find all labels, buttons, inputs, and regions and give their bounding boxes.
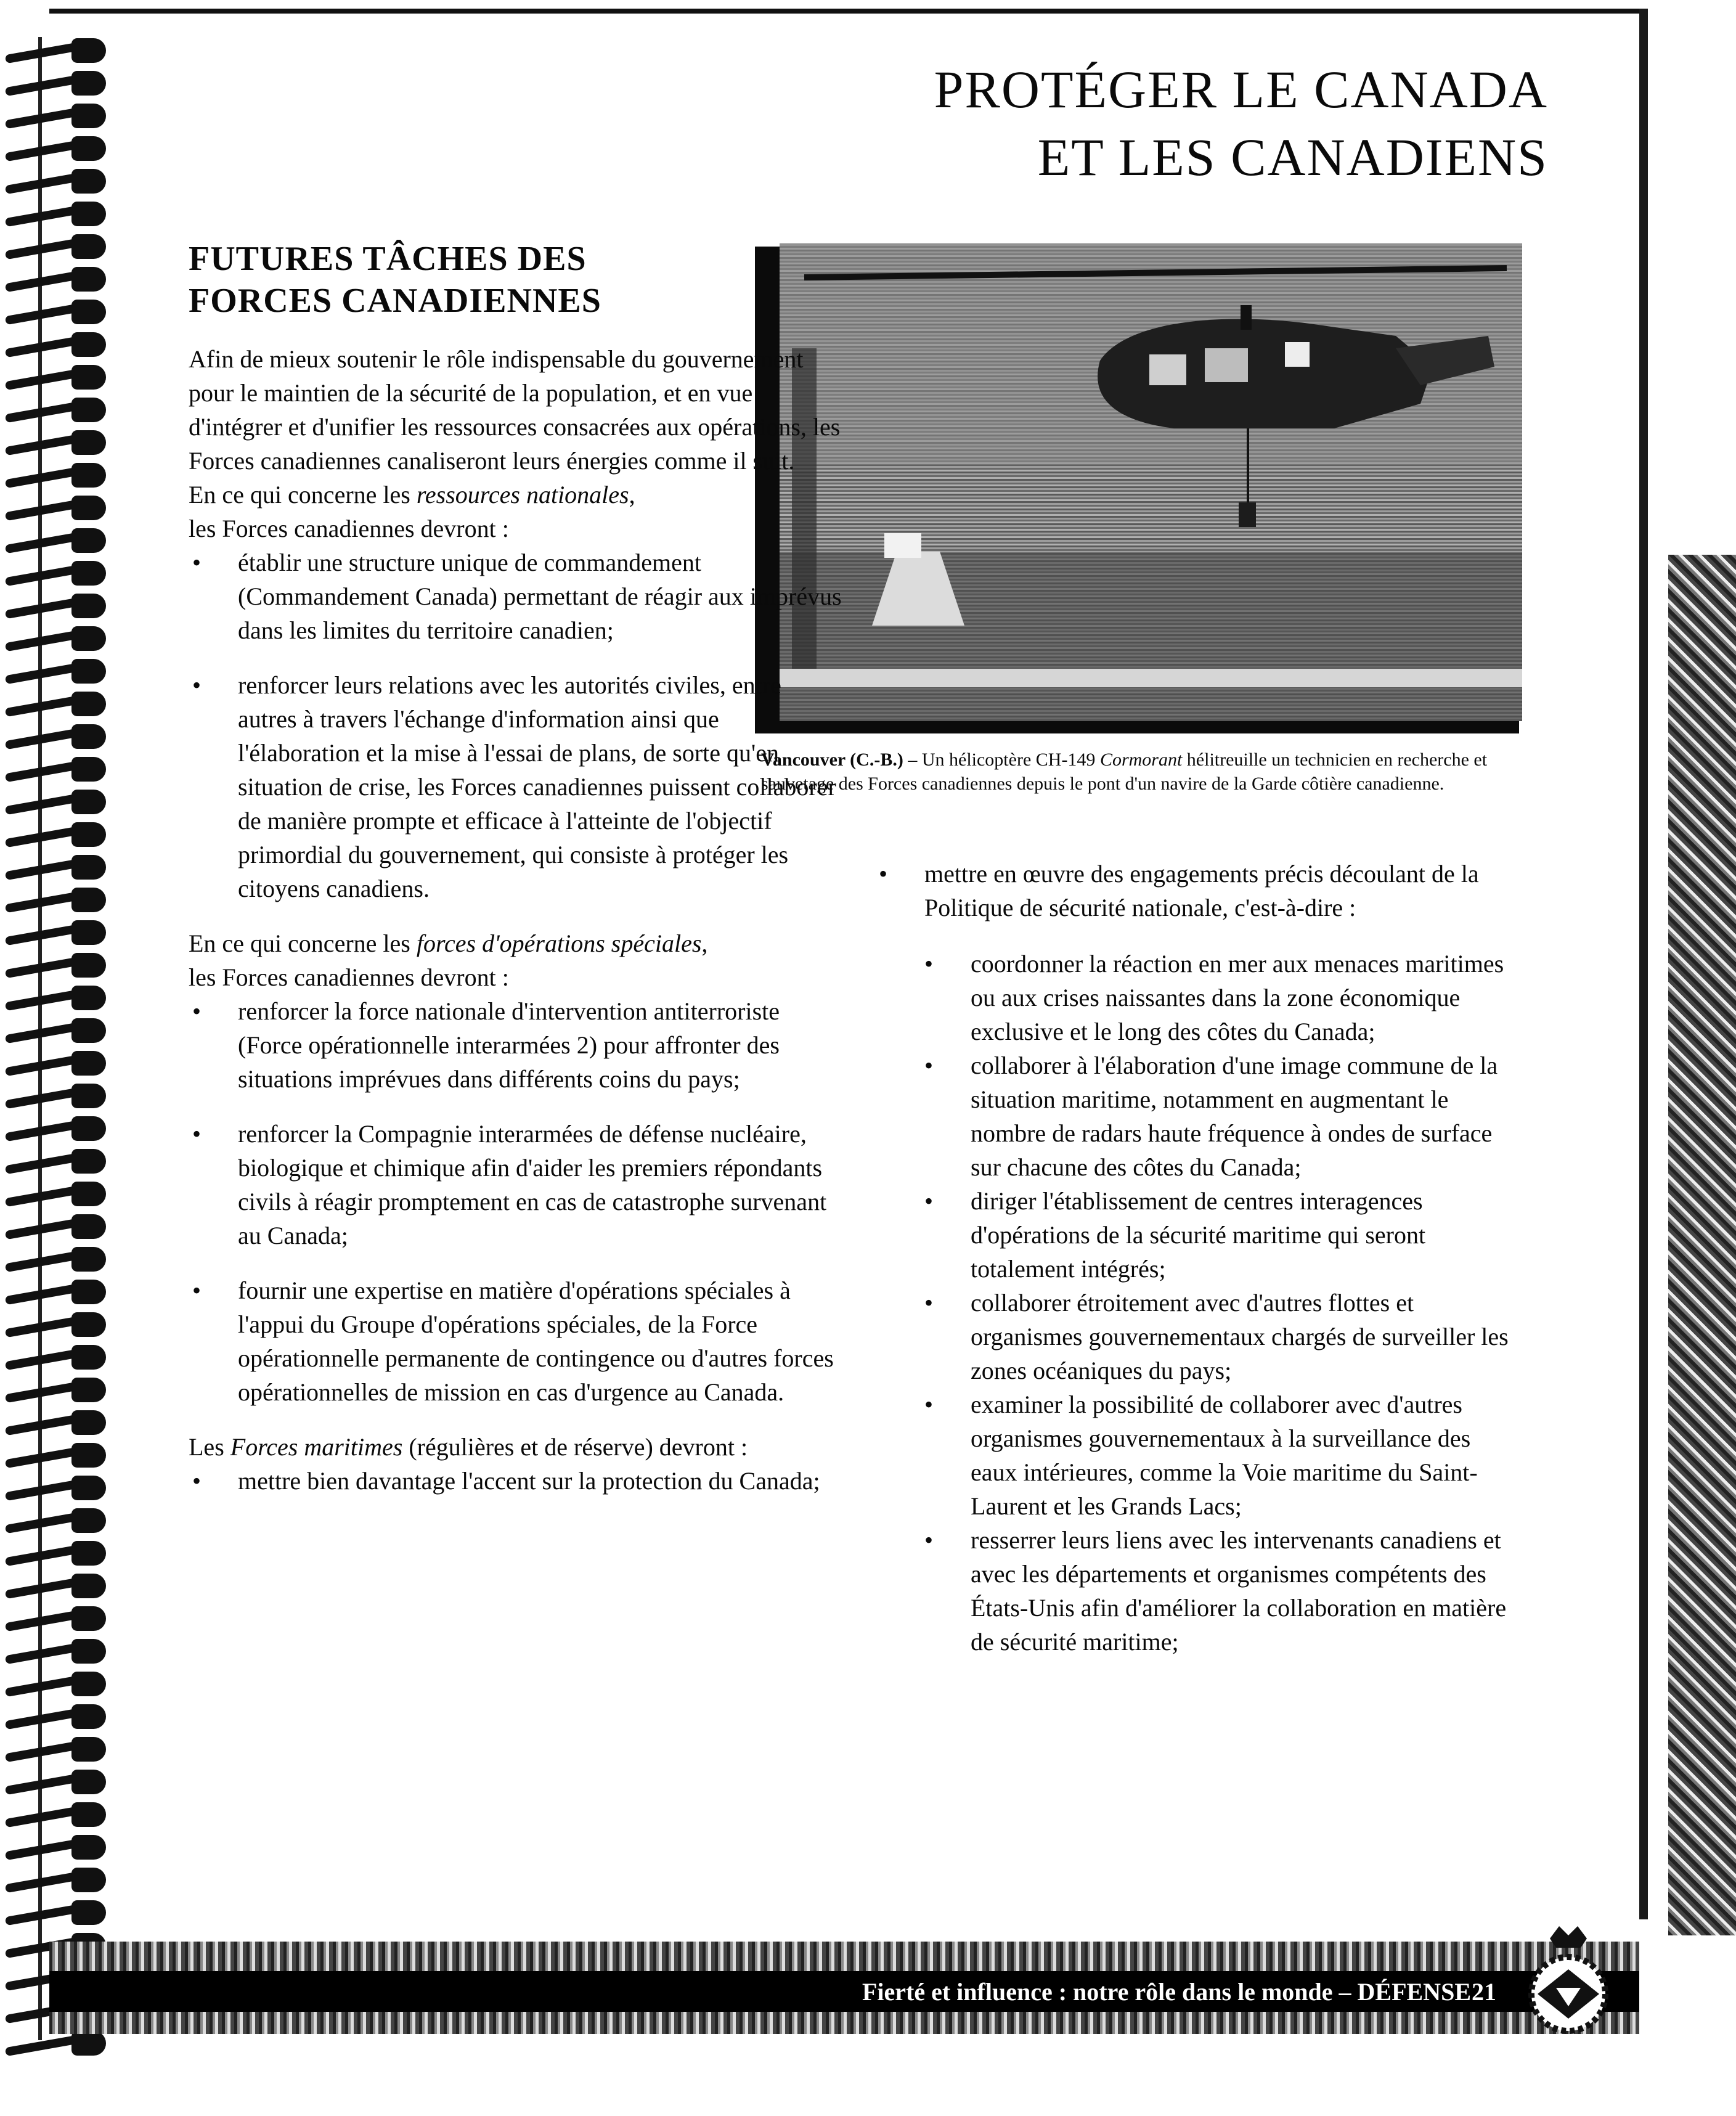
sub-list-item-text: collaborer à l'élaboration d'une image commune de la situation maritime, notamment en augmentant le nombre de radars haute fréquence à ondes de surface sur chacune des côtes du Canada;	[971, 1052, 1498, 1181]
bullet-icon: •	[924, 1187, 934, 1215]
caption-location: Vancouver (C.-B.)	[761, 750, 903, 770]
bullet-icon: •	[192, 549, 202, 576]
bullet-icon: •	[879, 860, 888, 888]
bullet-icon: •	[192, 1467, 202, 1495]
scan-noise-strip	[1668, 555, 1736, 1935]
spiral-binding	[0, 37, 123, 2071]
caption-text-2: hélitreuille un technicien en recherche et sauvetage des Forces canadiennes depuis le pont d'un navire de la Garde côtière canadienne.	[761, 750, 1488, 794]
special-ops-lead	[189, 926, 842, 994]
lead-text: Les	[189, 1433, 230, 1461]
list-item	[875, 857, 1522, 925]
spiral-coil	[0, 266, 111, 294]
spiral-coil	[0, 1148, 111, 1176]
spiral-coil	[0, 200, 111, 229]
bullet-icon: •	[924, 1052, 934, 1079]
spiral-coil	[0, 1442, 111, 1470]
caption-text-1: – Un hélicoptère CH-149	[903, 750, 1100, 770]
helicopter-photo	[780, 243, 1522, 721]
left-column	[189, 342, 842, 1519]
sub-list-item	[875, 1387, 1522, 1523]
spiral-coil	[0, 364, 111, 392]
spiral-coil	[0, 952, 111, 980]
sub-list-item-text: collaborer étroitement avec d'autres flottes et organismes gouvernementaux chargés de surveiller les zones océaniques du pays;	[971, 1289, 1509, 1384]
sub-list-item	[875, 1048, 1522, 1184]
spiral-coil	[0, 788, 111, 817]
top-border	[49, 9, 1639, 14]
spiral-coil	[0, 429, 111, 457]
spiral-coil	[0, 1474, 111, 1503]
sub-list-item	[875, 1523, 1522, 1659]
lead-text: En ce qui concerne les	[189, 929, 417, 957]
spiral-coil	[0, 625, 111, 653]
spiral-coil	[0, 1507, 111, 1535]
spiral-coil	[0, 886, 111, 915]
spiral-coil	[0, 1638, 111, 1666]
lead-emphasis: ressources nationales	[416, 481, 629, 509]
spiral-coil	[0, 1180, 111, 1209]
spiral-coil	[0, 1670, 111, 1699]
page-title	[934, 55, 1548, 191]
spiral-coil	[0, 331, 111, 359]
lead-line-2: les Forces canadiennes devront :	[189, 515, 509, 542]
list-item-text: renforcer la Compagnie interarmées de défense nucléaire, biologique et chimique afin d'aider les premiers répondants civils à réagir promptement en cas de catastrophe survenant au Canada;	[238, 1120, 827, 1249]
spiral-coil	[0, 1703, 111, 1731]
page-title-line-1: PROTÉGER LE CANADA	[934, 60, 1548, 119]
spiral-coil	[0, 1736, 111, 1764]
spiral-coil	[0, 1572, 111, 1601]
photo-figure	[761, 225, 1528, 733]
list-item	[189, 668, 842, 905]
spiral-coil	[0, 1834, 111, 1862]
section-heading-line-1: FUTURES TÂCHES DES	[189, 240, 587, 278]
list-item	[189, 1117, 842, 1252]
spiral-coil	[0, 527, 111, 555]
spiral-coil	[0, 1246, 111, 1274]
spiral-coil	[0, 560, 111, 588]
sub-list-item	[875, 947, 1522, 1048]
photo-caption	[761, 748, 1519, 796]
spiral-coil	[0, 168, 111, 196]
spiral-coil	[0, 919, 111, 947]
spiral-coil	[0, 1082, 111, 1111]
right-column	[875, 857, 1522, 1659]
spiral-coil	[0, 1344, 111, 1372]
list-item-text: mettre en œuvre des engagements précis découlant de la Politique de sécurité nationale, c'est-à-dire :	[924, 860, 1479, 921]
list-item	[189, 1273, 842, 1409]
list-item-text: établir une structure unique de commandement (Commandement Canada) permettant de réagir aux imprévus dans les limites du territoire canadien;	[238, 549, 842, 644]
sub-list-item	[875, 1286, 1522, 1387]
spiral-coil	[0, 592, 111, 621]
spiral-coil	[0, 1115, 111, 1143]
helicopter-illustration	[780, 243, 1522, 721]
list-item	[189, 994, 842, 1096]
spiral-coil	[0, 1866, 111, 1895]
section-heading	[189, 238, 601, 322]
lead-text-2: (régulières et de réserve) devront :	[402, 1433, 748, 1461]
lead-punct: ,	[629, 481, 635, 509]
list-item	[189, 1464, 842, 1498]
spiral-coil	[0, 1278, 111, 1307]
spiral-coil	[0, 462, 111, 490]
spiral-coil	[0, 298, 111, 327]
bullet-icon: •	[192, 997, 202, 1025]
sub-list-item-text: examiner la possibilité de collaborer avec d'autres organismes gouvernementaux à la surveillance des eaux intérieures, comme la Voie maritime du Saint-Laurent et les Grands Lacs;	[971, 1391, 1478, 1520]
sub-list-item-text: coordonner la réaction en mer aux menaces maritimes ou aux crises naissantes dans la zone économique exclusive et le long des côtes du Canada;	[971, 950, 1504, 1045]
spiral-coil	[0, 396, 111, 425]
page-edge	[1639, 9, 1648, 1919]
spiral-coil	[0, 1017, 111, 1045]
national-resources-lead	[189, 478, 842, 545]
bullet-icon: •	[192, 1277, 202, 1304]
lead-line-2: les Forces canadiennes devront :	[189, 963, 509, 991]
spiral-coil	[0, 690, 111, 719]
caption-aircraft-name: Cormorant	[1099, 750, 1183, 770]
page-number: 21	[1472, 1978, 1496, 2006]
spiral-coil	[0, 1605, 111, 1633]
spiral-coil	[0, 1376, 111, 1405]
bullet-icon: •	[192, 1120, 202, 1148]
bullet-icon: •	[924, 1289, 934, 1317]
footer-title: Fierté et influence : notre rôle dans le monde – DÉFENSE	[862, 1978, 1471, 2006]
page-title-line-2: ET LES CANADIENS	[1037, 128, 1548, 187]
spiral-coil	[0, 233, 111, 261]
spiral-coil	[0, 1213, 111, 1241]
section-heading-line-2: FORCES CANADIENNES	[189, 282, 601, 320]
spiral-coil	[0, 494, 111, 523]
spiral-coil	[0, 821, 111, 849]
spiral-coil	[0, 37, 111, 65]
spiral-coil	[0, 984, 111, 1013]
spiral-coil	[0, 1409, 111, 1437]
sub-list	[875, 947, 1522, 1659]
bullet-icon: •	[924, 1391, 934, 1418]
maritime-lead	[189, 1430, 842, 1464]
list-item-text: fournir une expertise en matière d'opérations spéciales à l'appui du Groupe d'opérations spéciales, de la Force opérationnelle permanente de contingence ou d'autres forces opérationnelles de mission en cas d'urgence au Canada.	[238, 1277, 834, 1406]
spiral-coil	[0, 1899, 111, 1927]
spiral-coil	[0, 1540, 111, 1568]
sub-list-item	[875, 1184, 1522, 1286]
spiral-coil	[0, 135, 111, 163]
spiral-coil	[0, 1801, 111, 1829]
sub-list-item-text: resserrer leurs liens avec les intervenants canadiens et avec les départements et organismes compétents des États-Unis afin d'améliorer la collaboration en matière de sécurité maritime;	[971, 1526, 1507, 1656]
spiral-coil	[0, 658, 111, 686]
spiral-coil	[0, 70, 111, 98]
spiral-coil	[0, 1050, 111, 1078]
spiral-coil	[0, 756, 111, 784]
sub-list-item-text: diriger l'établissement de centres interagences d'opérations de la sécurité maritime qui seront totalement intégrés;	[971, 1187, 1426, 1283]
list-item	[189, 545, 842, 647]
spiral-coil	[0, 102, 111, 131]
bullet-icon: •	[924, 1526, 934, 1554]
spiral-coil	[0, 1311, 111, 1339]
lead-text: En ce qui concerne les	[189, 481, 417, 509]
lead-emphasis: Forces maritimes	[230, 1433, 403, 1461]
list-item-text: renforcer la force nationale d'intervention antiterroriste (Force opérationnelle interarmées 2) pour affronter des situations imprévues dans différents coins du pays;	[238, 997, 780, 1093]
list-item-text: mettre bien davantage l'accent sur la protection du Canada;	[238, 1467, 820, 1495]
spiral-coil	[0, 1768, 111, 1797]
list-item-text: renforcer leurs relations avec les autorités civiles, entre autres à travers l'échange d'information ainsi que l'élaboration et la mise à l'essai de plans, de sorte qu'en situation de crise, les Forces canadiennes puissent collaborer de manière prompte et efficace à l'atteinte de l'objectif primordial du gouvernement, qui consiste à protéger les citoyens canadiens.	[238, 671, 836, 902]
spiral-coil	[0, 854, 111, 882]
spiral-coil	[0, 723, 111, 751]
intro-paragraph: Afin de mieux soutenir le rôle indispensable du gouvernement pour le maintien de la sécurité de la population, et en vue d'intégrer et d'unifier les ressources consacrées aux opérations, les Forces canadiennes canaliseront leurs énergies comme il suit.	[189, 345, 841, 475]
lead-punct: ,	[701, 929, 708, 957]
dnd-crest-icon	[1513, 1920, 1624, 2043]
lead-emphasis: forces d'opérations spéciales	[416, 929, 702, 957]
bullet-icon: •	[192, 671, 202, 699]
bullet-icon: •	[924, 950, 934, 978]
